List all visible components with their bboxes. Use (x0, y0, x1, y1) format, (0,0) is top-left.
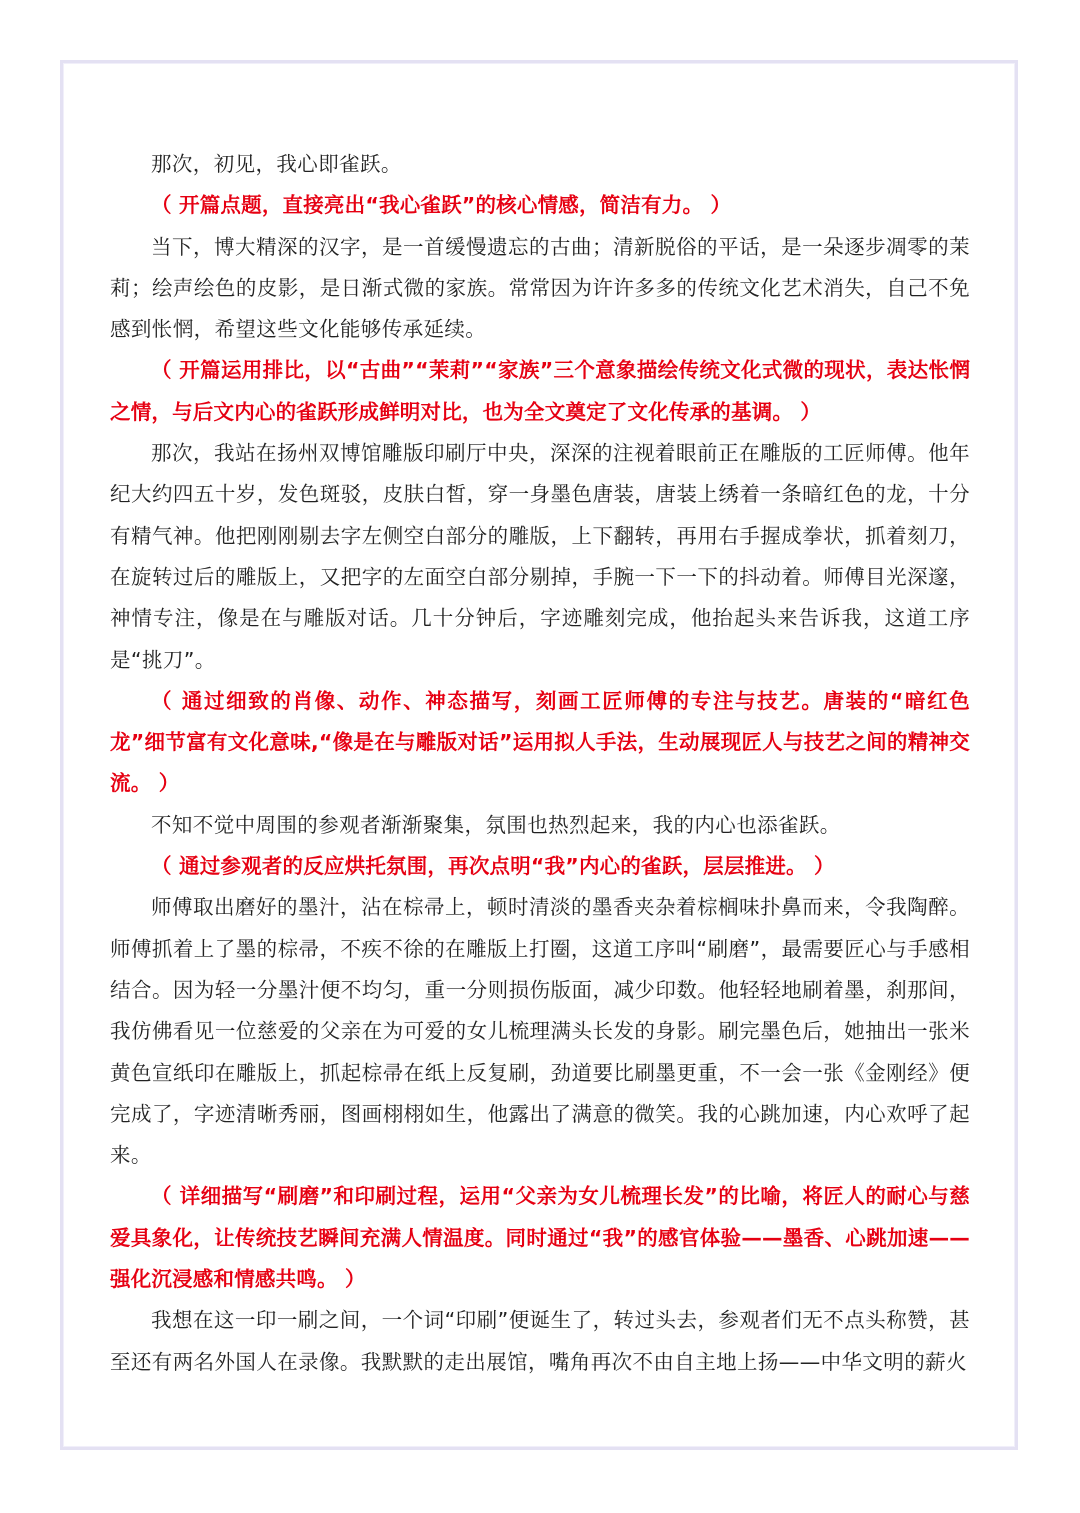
annotation-note: （ 详细描写“刷磨”和印刷过程，运用“父亲为女儿梳理长发”的比喻，将匠人的耐心与慈爱具象化，让传统技艺瞬间充满人情温度。同时通过“我”的感官体验——墨香、心跳加速——强化沉浸感和情感共鸣。 ） (110, 1184, 970, 1292)
essay-paragraph: 不知不觉中周围的参观者渐渐聚集，氛围也热烈起来，我的内心也添雀跃。 (151, 812, 841, 837)
annotation-note: （ 通过参观者的反应烘托氛围，再次点明“我”内心的雀跃，层层推进。 ） (151, 854, 835, 879)
essay-paragraph: 那次，我站在扬州双博馆雕版印刷厅中央，深深的注视着眼前正在雕版的工匠师傅。他年纪大约四五十岁，发色斑驳，皮肤白皙，穿一身墨色唐装，唐装上绣着一条暗红色的龙，十分有精气神。他把刚刚剔去字左侧空白部分的雕版，上下翻转，再用右手握成拳状，抓着刻刀，在旋转过后的雕版上，又把字的左面空白部分剔掉，手腕一下一下的抖动着。师傅目光深邃，神情专注，像是在与雕版对话。几十分钟后，字迹雕刻完成，他抬起头来告诉我，这道工序是“挑刀”。 (110, 441, 970, 672)
essay-paragraph: 当下，博大精深的汉字，是一首缓慢遗忘的古曲；清新脱俗的平话，是一朵逐步凋零的茉莉；绘声绘色的皮影，是日渐式微的家族。常常因为许许多多的传统文化艺术消失，自己不免感到怅惘，希望这些文化能够传承延续。 (110, 234, 970, 342)
essay-paragraph: 那次，初见，我心即雀跃。 (151, 152, 402, 176)
essay-paragraph: 我想在这一印一刷之间，一个词“印刷”便诞生了，转过头去，参观者们无不点头称赞，甚至还有两名外国人在录像。我默默的走出展馆，嘴角再次不由自主地上扬——中华文明的薪火 (110, 1308, 970, 1374)
annotation-note: （ 开篇运用排比，以“古曲”“茉莉”“家族”三个意象描绘传统文化式微的现状，表达怅惘之情，与后文内心的雀跃形成鲜明对比，也为全文奠定了文化传承的基调。 ） (110, 358, 970, 424)
essay-paragraph: 师傅取出磨好的墨汁，沾在棕帚上，顿时清淡的墨香夹杂着棕榈味扑鼻而来，令我陶醉。师傅抓着上了墨的棕帚，不疾不徐的在雕版上打圈，这道工序叫“刷磨”，最需要匠心与手感相结合。因为轻一分墨汁便不均匀，重一分则损伤版面，减少印数。他轻轻地刷着墨，刹那间，我仿佛看见一位慈爱的父亲在为可爱的女儿梳理满头长发的身影。刷完墨色后，她抽出一张米黄色宣纸印在雕版上，抓起棕帚在纸上反复刷，劲道要比刷墨更重，不一会一张《金刚经》便完成了，字迹清晰秀丽，图画栩栩如生，他露出了满意的微笑。我的心跳加速，内心欢呼了起来。 (110, 895, 970, 1168)
essay-body (110, 144, 970, 1383)
annotation-note: （ 通过细致的肖像、动作、神态描写，刻画工匠师傅的专注与技艺。唐装的“暗红色龙”细节富有文化意味,“像是在与雕版对话”运用拟人手法，生动展现匠人与技艺之间的精神交流。 ） (110, 688, 970, 796)
annotation-note: （ 开篇点题，直接亮出“我心雀跃”的核心情感，简洁有力。 ） (151, 193, 732, 218)
